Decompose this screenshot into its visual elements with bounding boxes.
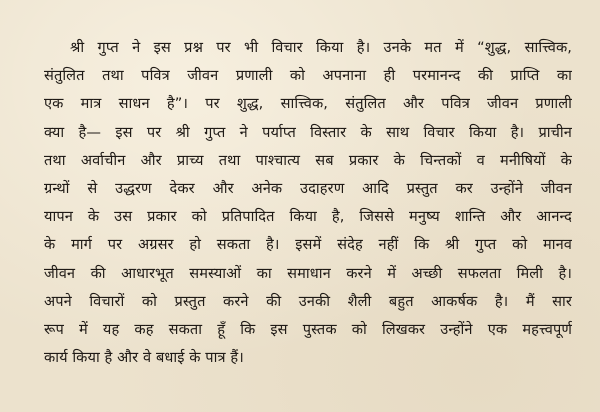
- text-line-9: जीवन की आधारभूत समस्याओं का समाधान करने में अच्छी सफलता मिली है।: [44, 264, 572, 282]
- text-line-11: रूप में यह कह सकता हूँ कि इस पुस्तक को लिखकर उन्होंने एक महत्त्वपूर्ण: [44, 321, 572, 339]
- text-line-4: क्या है— इस पर श्री गुप्त ने पर्याप्त विस्तार के साथ विचार किया है। प्राचीन: [44, 123, 572, 141]
- text-line-6: ग्रन्थों से उद्धरण देकर और अनेक उदाहरण आदि प्रस्तुत कर उन्होंने जीवन: [44, 180, 572, 198]
- text-line-1: श्री गुप्त ने इस प्रश्न पर भी विचार किया है। उनके मत में “शुद्ध, सात्त्विक,: [70, 39, 572, 56]
- text-line-10: अपने विचारों को प्रस्तुत करने की उनकी शैली बहुत आकर्षक है। मैं सार: [44, 292, 572, 310]
- text-line-8: के मार्ग पर अग्रसर हो सकता है। इसमें संदेह नहीं कि श्री गुप्त को मानव: [44, 236, 572, 254]
- text-line-5: तथा अर्वाचीन और प्राच्य तथा पाश्चात्य सब प्रकार के चिन्तकों व मनीषियों के: [44, 151, 572, 169]
- paragraph: [44, 34, 572, 372]
- text-line-3: एक मात्र साधन है”। पर शुद्ध, सात्त्विक, संतुलित और पवित्र जीवन प्रणाली: [44, 95, 572, 113]
- text-line-7: यापन के उस प्रकार को प्रतिपादित किया है, जिससे मनुष्य शान्ति और आनन्द: [44, 208, 572, 226]
- text-line-12: कार्य किया है और वे बधाई के पात्र हैं।: [44, 349, 244, 367]
- text-line-2: संतुलित तथा पवित्र जीवन प्रणाली को अपनाना ही परमानन्द की प्राप्ति का: [44, 67, 572, 85]
